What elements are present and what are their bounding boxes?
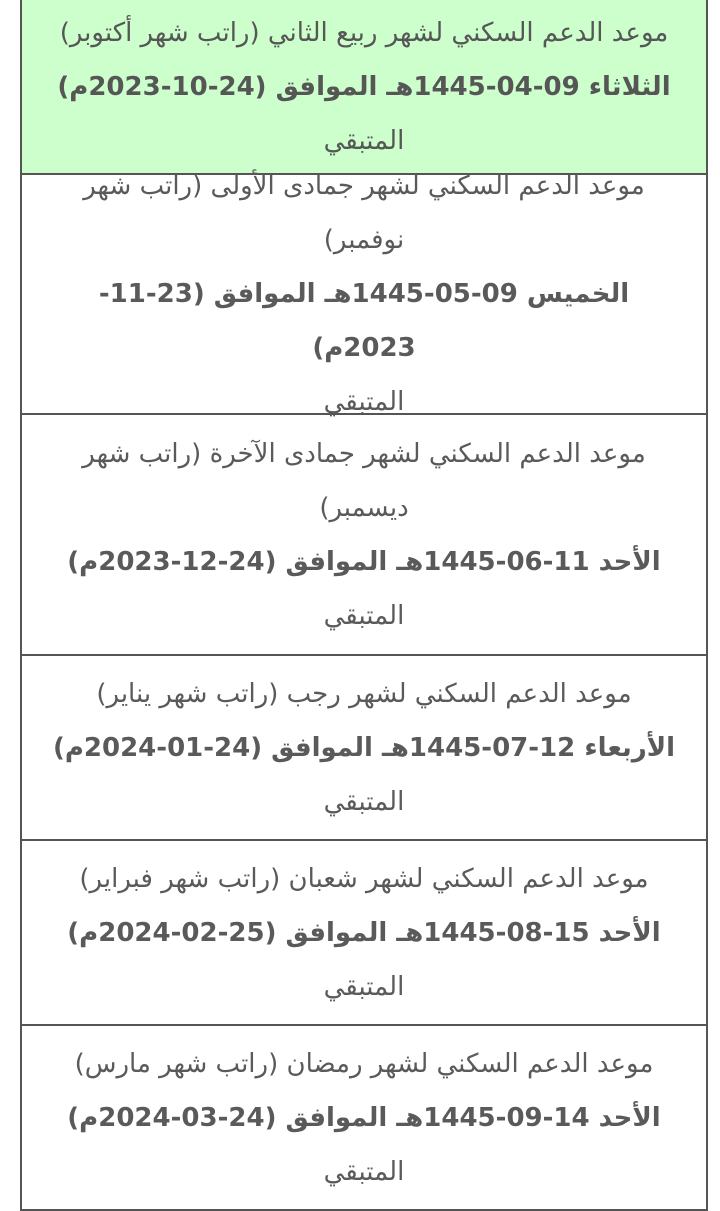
- row-date: الثلاثاء 09-04-1445هـ الموافق (24-10-2023م): [57, 71, 671, 102]
- row-title: موعد الدعم السكني لشهر جمادى الآخرة (راتب شهر ديسمبر): [82, 438, 646, 523]
- table-row: [22, 0, 706, 173]
- row-date: الأحد 11-06-1445هـ الموافق (24-12-2023م): [67, 546, 661, 577]
- row-note: المتبقي: [323, 971, 405, 1002]
- table-row: [22, 839, 706, 1024]
- housing-support-schedule-table: [20, 0, 708, 1211]
- row-note: المتبقي: [323, 125, 405, 156]
- row-note: المتبقي: [323, 387, 405, 417]
- row-title: موعد الدعم السكني لشهر رجب (راتب شهر يناير): [96, 678, 632, 709]
- row-date: الأحد 15-08-1445هـ الموافق (25-02-2024م): [67, 917, 661, 948]
- table-row: [22, 654, 706, 839]
- row-date: الأحد 14-09-1445هـ الموافق (24-03-2024م): [67, 1102, 661, 1133]
- row-title: موعد الدعم السكني لشهر شعبان (راتب شهر فبراير): [79, 863, 649, 894]
- row-date: الخميس 09-05-1445هـ الموافق (23-11-2023م): [98, 279, 630, 363]
- row-title: موعد الدعم السكني لشهر ربيع الثاني (راتب شهر أكتوبر): [59, 17, 669, 48]
- row-date: الأربعاء 12-07-1445هـ الموافق (24-01-2024م): [52, 732, 676, 763]
- row-note: المتبقي: [323, 1156, 405, 1187]
- table-row: [22, 413, 706, 654]
- table-row: [22, 171, 706, 417]
- row-note: المتبقي: [323, 600, 405, 631]
- row-title: موعد الدعم السكني لشهر جمادى الأولى (راتب شهر نوفمبر): [83, 171, 645, 255]
- row-note: المتبقي: [323, 786, 405, 817]
- table-row: [22, 1024, 706, 1209]
- row-title: موعد الدعم السكني لشهر رمضان (راتب شهر مارس): [74, 1048, 654, 1079]
